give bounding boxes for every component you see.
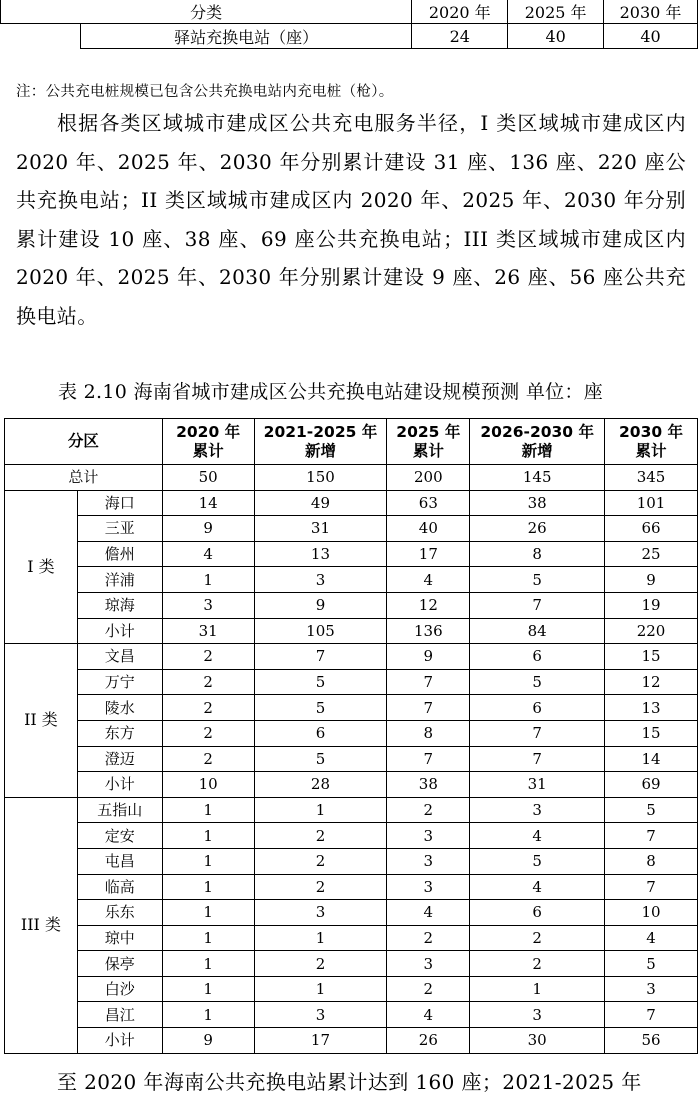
value-cell: 8 (470, 541, 605, 567)
city-cell: 小计 (77, 1028, 162, 1054)
city-cell: 五指山 (77, 797, 162, 823)
city-cell: 白沙 (77, 976, 162, 1002)
value-cell: 5 (254, 695, 387, 721)
city-cell: 定安 (77, 823, 162, 849)
value-cell: 7 (605, 1002, 698, 1028)
city-cell: 临高 (77, 874, 162, 900)
value-cell: 1 (254, 797, 387, 823)
value-cell: 5 (605, 797, 698, 823)
value-cell: 1 (162, 823, 254, 849)
value-cell: 1 (162, 848, 254, 874)
value-cell: 2 (162, 746, 254, 772)
value-cell: 145 (470, 465, 605, 491)
value-cell: 4 (387, 1002, 470, 1028)
value-cell: 6 (470, 644, 605, 670)
table-row (5, 976, 698, 1002)
city-cell: 三亚 (77, 516, 162, 542)
value-cell: 2 (254, 848, 387, 874)
value-cell: 4 (387, 567, 470, 593)
table-caption: 表 2.10 海南省城市建成区公共充换电站建设规模预测 单位：座 (58, 381, 604, 403)
value-cell: 9 (387, 644, 470, 670)
value-cell: 31 (162, 618, 254, 644)
header-line: 2030 年 (619, 422, 684, 441)
value-cell: 220 (605, 618, 698, 644)
table-row (5, 900, 698, 926)
value-cell: 150 (254, 465, 387, 491)
header-cell: 2030 年 (604, 0, 698, 24)
value-cell: 2 (470, 951, 605, 977)
value-cell: 7 (605, 823, 698, 849)
table-row (5, 592, 698, 618)
value-cell: 2 (162, 720, 254, 746)
value-cell: 3 (387, 874, 470, 900)
value-cell: 14 (162, 490, 254, 516)
value-cell: 5 (605, 951, 698, 977)
value-cell: 5 (254, 669, 387, 695)
value-cell: 101 (605, 490, 698, 516)
value-cell: 1 (162, 1002, 254, 1028)
city-cell: 文昌 (77, 644, 162, 670)
city-cell: 洋浦 (77, 567, 162, 593)
empty-cell (1, 24, 81, 49)
value-cell: 9 (605, 567, 698, 593)
header-cell: 分类 (1, 0, 412, 24)
value-cell: 1 (162, 900, 254, 926)
header-line: 2026-2030 年 (480, 422, 594, 441)
table-note: 注：公共充电桩规模已包含公共充换电站内充电桩（枪）。 (16, 84, 394, 100)
table-row (5, 951, 698, 977)
value-cell: 2 (162, 644, 254, 670)
value-cell: 3 (254, 567, 387, 593)
value-cell: 2 (470, 925, 605, 951)
header-cell: 2020 年 (412, 0, 508, 24)
value-cell: 7 (387, 746, 470, 772)
city-cell: 海口 (77, 490, 162, 516)
value-cell: 38 (470, 490, 605, 516)
value-cell: 2 (254, 951, 387, 977)
total-row (5, 465, 698, 491)
value-cell: 3 (254, 900, 387, 926)
city-cell: 乐东 (77, 900, 162, 926)
city-cell: 万宁 (77, 669, 162, 695)
value-cell: 17 (254, 1028, 387, 1054)
table-row (5, 644, 698, 670)
table-row (5, 823, 698, 849)
value-cell: 2 (162, 669, 254, 695)
table-header-row (1, 0, 698, 24)
table-row (5, 1002, 698, 1028)
header-line: 新增 (304, 441, 336, 460)
table-row (5, 516, 698, 542)
value-cell: 1 (470, 976, 605, 1002)
value-cell: 1 (254, 976, 387, 1002)
value-cell: 3 (605, 976, 698, 1002)
value-cell: 2 (387, 797, 470, 823)
header-cell (470, 419, 605, 465)
table-row (5, 618, 698, 644)
value-cell: 14 (605, 746, 698, 772)
header-cell: 2025 年 (508, 0, 604, 24)
value-cell: 8 (605, 848, 698, 874)
value-cell: 1 (162, 951, 254, 977)
value-cell: 9 (162, 516, 254, 542)
value-cell: 15 (605, 644, 698, 670)
table-row (5, 925, 698, 951)
value-cell: 1 (162, 567, 254, 593)
table-row (5, 874, 698, 900)
value-cell: 4 (470, 874, 605, 900)
value-cell: 2 (387, 925, 470, 951)
value-cell: 63 (387, 490, 470, 516)
header-line: 2025 年 (396, 422, 461, 441)
value-cell: 1 (162, 976, 254, 1002)
row-label-cell: 驿站充换电站（座） (80, 24, 411, 49)
value-cell: 15 (605, 720, 698, 746)
value-cell: 26 (387, 1028, 470, 1054)
value-cell: 2 (162, 695, 254, 721)
table-row (5, 669, 698, 695)
table-row (5, 720, 698, 746)
value-cell: 6 (470, 695, 605, 721)
value-cell: 1 (162, 797, 254, 823)
table-header-row (5, 419, 698, 465)
city-cell: 琼海 (77, 592, 162, 618)
value-cell: 5 (470, 567, 605, 593)
city-cell: 澄迈 (77, 746, 162, 772)
value-cell: 8 (387, 720, 470, 746)
value-cell: 49 (254, 490, 387, 516)
value-cell: 7 (387, 669, 470, 695)
value-cell: 9 (162, 1028, 254, 1054)
value-cell: 28 (254, 772, 387, 798)
value-cell: 26 (470, 516, 605, 542)
value-cell: 69 (605, 772, 698, 798)
city-cell: 琼中 (77, 925, 162, 951)
city-cell: 陵水 (77, 695, 162, 721)
group-label: I 类 (5, 490, 78, 644)
value-cell: 13 (605, 695, 698, 721)
forecast-table (4, 418, 698, 1054)
header-line: 分区 (67, 432, 99, 450)
value-cell: 3 (470, 1002, 605, 1028)
value-cell: 40 (508, 24, 604, 49)
header-cell (5, 419, 163, 465)
value-cell: 31 (254, 516, 387, 542)
city-cell: 屯昌 (77, 848, 162, 874)
city-cell: 小计 (77, 618, 162, 644)
value-cell: 40 (604, 24, 698, 49)
value-cell: 10 (605, 900, 698, 926)
value-cell: 12 (387, 592, 470, 618)
value-cell: 31 (470, 772, 605, 798)
table-row (5, 1028, 698, 1054)
station-summary-table (0, 0, 698, 49)
value-cell: 4 (387, 900, 470, 926)
table-row (1, 24, 698, 49)
header-line: 累计 (635, 441, 667, 460)
table-row (5, 567, 698, 593)
value-cell: 5 (470, 669, 605, 695)
table-row (5, 695, 698, 721)
header-line: 新增 (521, 441, 553, 460)
city-cell: 保亭 (77, 951, 162, 977)
value-cell: 3 (162, 592, 254, 618)
value-cell: 7 (470, 746, 605, 772)
header-cell (162, 419, 254, 465)
value-cell: 9 (254, 592, 387, 618)
body-paragraph: 根据各类区域城市建成区公共充电服务半径，I 类区域城市建成区内 2020 年、2025 年、2030 年分别累计建设 31 座、136 座、220 座公共充换电站；II 类区域城市建成区内 2020 年、2025 年、2030 年分别累计建设 10 座、38 座、69 座公共充换电站；III 类区域城市建成区内 2020 年、2025 年、2030 年分别累计建设 9 座、26 座、56 座公共充换电站。 (16, 111, 686, 328)
tail-paragraph: 至 2020 年海南公共充换电站累计达到 160 座；2021-2025 年 (57, 1070, 642, 1094)
value-cell: 84 (470, 618, 605, 644)
value-cell: 10 (162, 772, 254, 798)
value-cell: 2 (387, 976, 470, 1002)
value-cell: 4 (605, 925, 698, 951)
value-cell: 50 (162, 465, 254, 491)
value-cell: 136 (387, 618, 470, 644)
value-cell: 6 (470, 900, 605, 926)
header-line: 2021-2025 年 (263, 422, 378, 441)
value-cell: 345 (605, 465, 698, 491)
table-row (5, 490, 698, 516)
value-cell: 13 (254, 541, 387, 567)
group-label: II 类 (5, 644, 78, 798)
city-cell: 昌江 (77, 1002, 162, 1028)
value-cell: 7 (387, 695, 470, 721)
value-cell: 3 (387, 823, 470, 849)
header-line: 累计 (192, 441, 224, 460)
value-cell: 56 (605, 1028, 698, 1054)
value-cell: 3 (470, 797, 605, 823)
city-cell: 东方 (77, 720, 162, 746)
header-line: 累计 (412, 441, 444, 460)
value-cell: 40 (387, 516, 470, 542)
value-cell: 1 (162, 925, 254, 951)
value-cell: 105 (254, 618, 387, 644)
header-cell (387, 419, 470, 465)
value-cell: 1 (162, 874, 254, 900)
value-cell: 6 (254, 720, 387, 746)
value-cell: 5 (470, 848, 605, 874)
value-cell: 38 (387, 772, 470, 798)
value-cell: 3 (254, 1002, 387, 1028)
city-cell: 小计 (77, 772, 162, 798)
value-cell: 200 (387, 465, 470, 491)
value-cell: 24 (412, 24, 508, 49)
header-cell (605, 419, 698, 465)
value-cell: 4 (470, 823, 605, 849)
value-cell: 30 (470, 1028, 605, 1054)
header-line: 2020 年 (176, 422, 241, 441)
city-cell: 儋州 (77, 541, 162, 567)
table-row (5, 746, 698, 772)
value-cell: 5 (254, 746, 387, 772)
value-cell: 3 (387, 848, 470, 874)
value-cell: 3 (387, 951, 470, 977)
value-cell: 17 (387, 541, 470, 567)
table-row (5, 772, 698, 798)
value-cell: 2 (254, 823, 387, 849)
value-cell: 1 (254, 925, 387, 951)
value-cell: 25 (605, 541, 698, 567)
value-cell: 19 (605, 592, 698, 618)
value-cell: 7 (470, 592, 605, 618)
value-cell: 7 (254, 644, 387, 670)
group-label: III 类 (5, 797, 78, 1053)
table-row (5, 848, 698, 874)
value-cell: 7 (470, 720, 605, 746)
total-label: 总计 (5, 465, 163, 491)
value-cell: 12 (605, 669, 698, 695)
table-row (5, 541, 698, 567)
table-row (5, 797, 698, 823)
header-cell (254, 419, 387, 465)
value-cell: 4 (162, 541, 254, 567)
value-cell: 66 (605, 516, 698, 542)
value-cell: 7 (605, 874, 698, 900)
value-cell: 2 (254, 874, 387, 900)
